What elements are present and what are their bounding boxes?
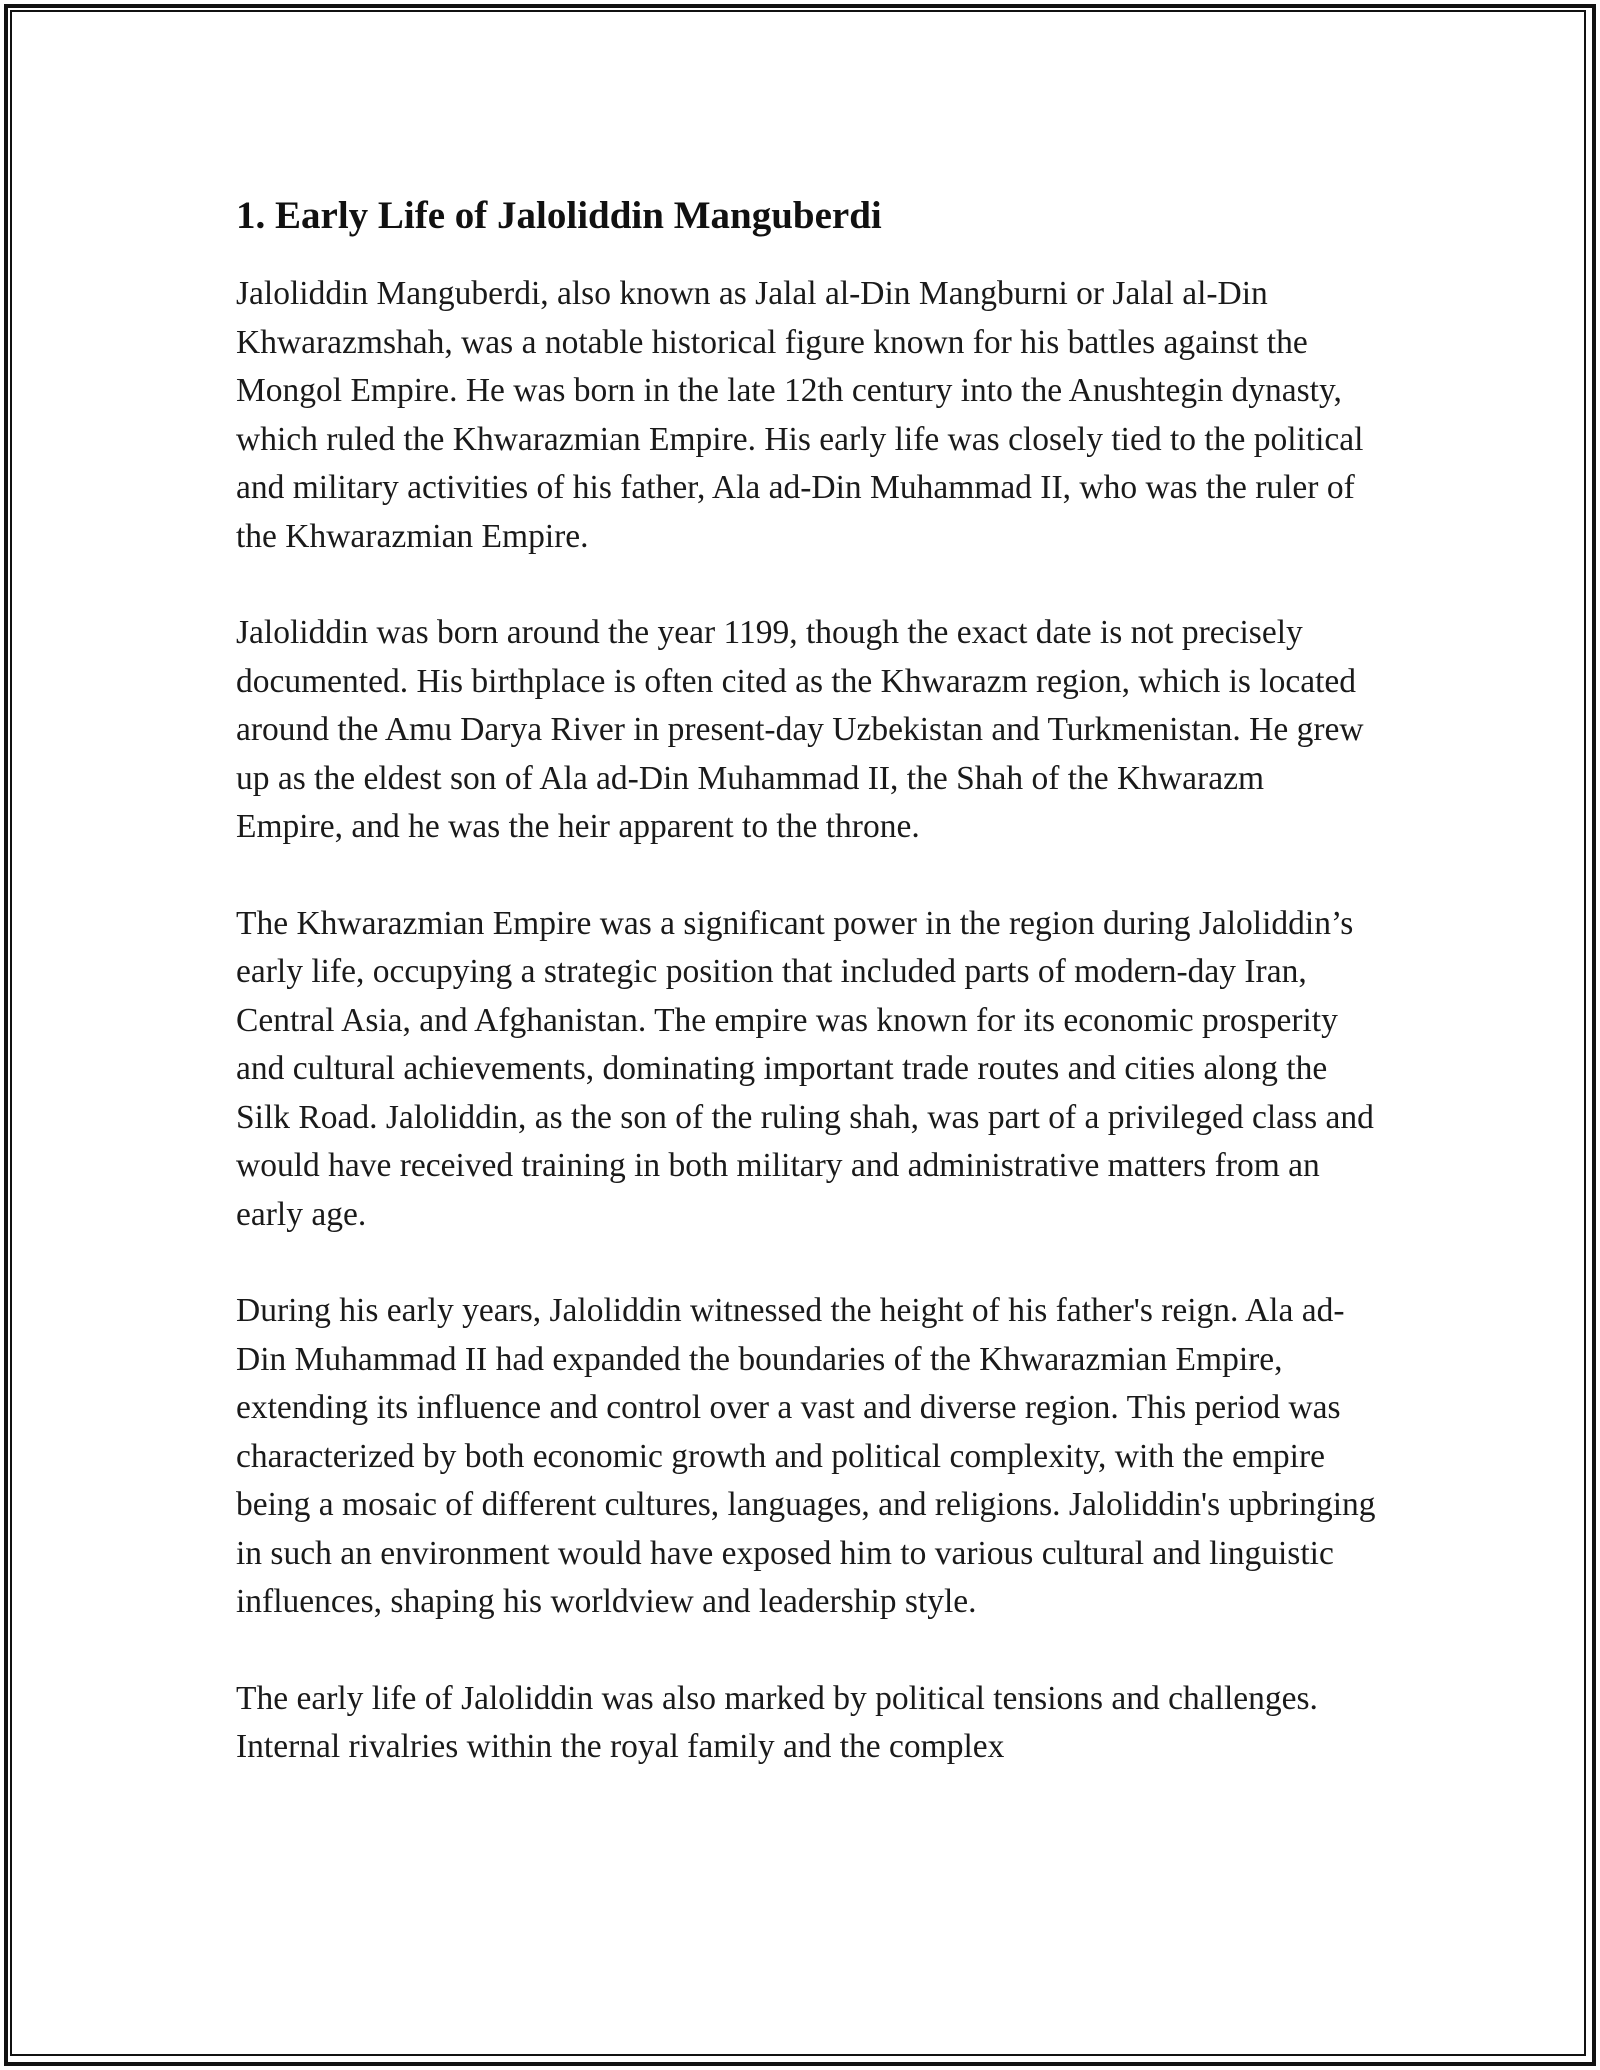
paragraph-5: The early life of Jaloliddin was also marked by political tensions and challenges. Internal rivalries within the royal family and the complex (236, 1679, 1318, 1765)
section-heading: 1. Early Life of Jaloliddin Manguberdi (236, 194, 882, 237)
document-body (236, 190, 1376, 1820)
paragraph-1: Jaloliddin Manguberdi, also known as Jalal al-Din Mangburni or Jalal al-Din Khwarazmshah, was a notable historical figure known for his battles against the Mongol Empire. He was born in the late 12th century into the Anushtegin dynasty, which ruled the Khwarazmian Empire. His early life was closely tied to the political and military activities of his father, Ala ad-Din Muhammad II, who was the ruler of the Khwarazmian Empire. (236, 275, 1364, 555)
paragraph-2: Jaloliddin was born around the year 1199, though the exact date is not precisely documented. His birthplace is often cited as the Khwarazm region, which is located around the Amu Darya River in present-day Uzbekistan and Turkmenistan. He grew up as the eldest son of Ala ad-Din Muhammad II, the Shah of the Khwarazm Empire, and he was the heir apparent to the throne. (236, 614, 1364, 845)
paragraph-3: The Khwarazmian Empire was a significant power in the region during Jaloliddin’s early life, occupying a strategic position that included parts of modern-day Iran, Central Asia, and Afghanistan. The empire was known for its economic prosperity and cultural achievements, dominating important trade routes and cities along the Silk Road. Jaloliddin, as the son of the ruling shah, was part of a privileged class and would have received training in both military and administrative matters from an early age. (236, 904, 1374, 1233)
paragraph-4: During his early years, Jaloliddin witnessed the height of his father's reign. Ala ad-Din Muhammad II had expanded the boundaries of the Khwarazmian Empire, extending its influence and control over a vast and diverse region. This period was characterized by both economic growth and political complexity, with the empire being a mosaic of different cultures, languages, and religions. Jaloliddin's upbringing in such an environment would have exposed him to various cultural and linguistic influences, shaping his worldview and leadership style. (236, 1292, 1376, 1620)
